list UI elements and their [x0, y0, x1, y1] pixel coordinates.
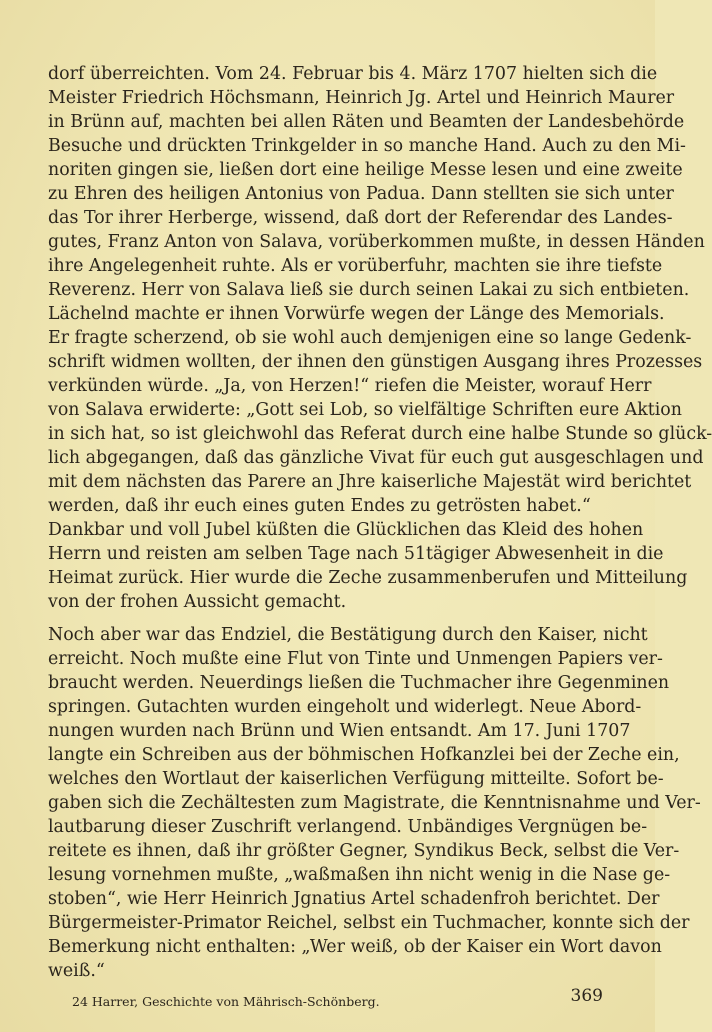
- text-line: verkünden würde. „Ja, von Herzen!“ riefen die Meister, worauf Herr: [48, 376, 652, 396]
- text-line: weiß.“: [48, 961, 105, 981]
- text-line: springen. Gutachten wurden eingeholt und widerlegt. Neue Abord-: [48, 697, 642, 717]
- text-line: Herrn und reisten am selben Tage nach 51tägiger Abwesenheit in die: [48, 544, 664, 564]
- text-line: lich abgegangen, daß das gänzliche Vivat für euch gut ausgeschlagen und: [48, 448, 704, 468]
- text-line: dorf überreichten. Vom 24. Februar bis 4. März 1707 hielten sich die: [48, 64, 658, 84]
- text-line: zu Ehren des heiligen Antonius von Padua. Dann stellten sie sich unter: [48, 184, 674, 204]
- text-line: mit dem nächsten das Parere an Jhre kaiserliche Majestät wird berichtet: [48, 472, 692, 492]
- text-line: Besuche und drückten Trinkgelder in so manche Hand. Auch zu den Mi-: [48, 136, 686, 156]
- page-number: 369: [570, 986, 603, 1006]
- text-line: stoben“, wie Herr Heinrich Jgnatius Artel schadenfroh berichtet. Der: [48, 889, 660, 909]
- text-line: das Tor ihrer Herberge, wissend, daß dort der Referendar des Landes-: [48, 208, 673, 228]
- text-line: Bürgermeister-Primator Reichel, selbst ein Tuchmacher, konnte sich der: [48, 913, 690, 933]
- text-line: noriten gingen sie, ließen dort eine heilige Messe lesen und eine zweite: [48, 160, 683, 180]
- paragraph-2: [48, 518, 688, 614]
- text-line: Bemerkung nicht enthalten: „Wer weiß, ob der Kaiser ein Wort davon: [48, 937, 662, 957]
- text-line: in Brünn auf, machten bei allen Räten und Beamten der Landesbehörde: [48, 112, 685, 132]
- text-line: braucht werden. Neuerdings ließen die Tuchmacher ihre Gegenminen: [48, 673, 670, 693]
- text-line: lesung vornehmen mußte, „waßmaßen ihn nicht wenig in die Nase ge-: [48, 865, 671, 885]
- text-line: gaben sich die Zechältesten zum Magistrate, die Kenntnisnahme und Ver-: [48, 793, 701, 813]
- text-line: werden, daß ihr euch eines guten Endes zu getrösten habet.“: [48, 496, 591, 516]
- text-line: lautbarung dieser Zuschrift verlangend. Unbändiges Vergnügen be-: [48, 817, 648, 837]
- text-line: ihre Angelegenheit ruhte. Als er vorüberfuhr, machten sie ihre tiefste: [48, 256, 663, 276]
- text-line: schrift widmen wollten, der ihnen den günstigen Ausgang ihres Prozesses: [48, 352, 703, 372]
- text-line: Meister Friedrich Höchsmann, Heinrich Jg. Artel und Heinrich Maurer: [48, 88, 675, 108]
- text-line: reitete es ihnen, daß ihr größter Gegner, Syndikus Beck, selbst die Ver-: [48, 841, 680, 861]
- page-signature: 24 Harrer, Geschichte von Mährisch-Schönberg.: [72, 994, 380, 1009]
- text-line: Heimat zurück. Hier wurde die Zeche zusammenberufen und Mitteilung: [48, 568, 688, 588]
- text-line: langte ein Schreiben aus der böhmischen Hofkanzlei bei der Zeche ein,: [48, 745, 680, 765]
- paragraph-3: [48, 623, 701, 983]
- text-line: erreicht. Noch mußte eine Flut von Tinte und Unmengen Papiers ver-: [48, 649, 663, 669]
- text-line: von der frohen Aussicht gemacht.: [48, 592, 347, 612]
- paragraph-1: [48, 62, 712, 518]
- text-line: gutes, Franz Anton von Salava, vorüberkommen mußte, in dessen Händen: [48, 232, 705, 252]
- text-line: Noch aber war das Endziel, die Bestätigung durch den Kaiser, nicht: [48, 625, 648, 645]
- text-line: von Salava erwiderte: „Gott sei Lob, so vielfältige Schriften eure Aktion: [48, 400, 682, 420]
- text-line: Reverenz. Herr von Salava ließ sie durch seinen Lakai zu sich entbieten.: [48, 280, 690, 300]
- text-line: Dankbar und voll Jubel küßten die Glücklichen das Kleid des hohen: [48, 520, 644, 540]
- text-line: welches den Wortlaut der kaiserlichen Verfügung mitteilte. Sofort be-: [48, 769, 664, 789]
- text-line: in sich hat, so ist gleichwohl das Referat durch eine halbe Stunde so glück-: [48, 424, 712, 444]
- text-line: Er fragte scherzend, ob sie wohl auch demjenigen eine so lange Gedenk-: [48, 328, 692, 348]
- text-line: nungen wurden nach Brünn und Wien entsandt. Am 17. Juni 1707: [48, 721, 631, 741]
- text-line: Lächelnd machte er ihnen Vorwürfe wegen der Länge des Memorials.: [48, 304, 665, 324]
